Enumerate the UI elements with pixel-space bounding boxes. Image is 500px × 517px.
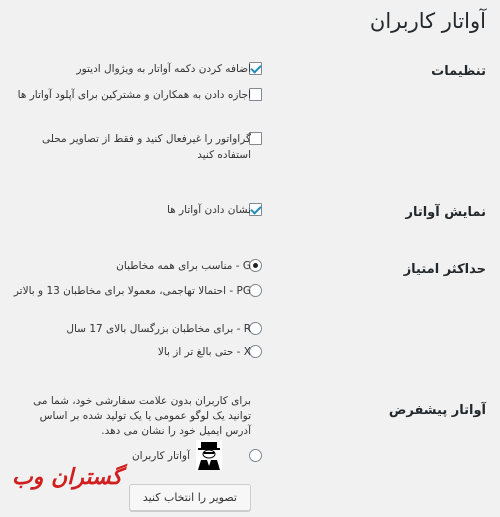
option-label: اجازه دادن به همکاران و مشترکین برای آپلود آواتار ها	[17, 89, 251, 101]
option-label: اضافه کردن دکمه آواتار به ویژوال ادیتور	[76, 63, 251, 75]
radio-default-avatar[interactable]	[249, 449, 262, 462]
option-label: نشان دادن آواتار ها	[166, 204, 251, 216]
option-label: PG - احتمالا تهاجمی، معمولا برای مخاطبان 13 و بالاتر	[13, 285, 251, 297]
page-title: آواتار کاربران	[369, 9, 486, 33]
mystery-person-icon	[196, 440, 222, 470]
option-label: X - حتی بالغ تر از بالا	[157, 346, 251, 358]
default-avatar-label: آواتار پیشفرض	[388, 403, 486, 418]
option-show-avatars	[11, 202, 251, 218]
option-default-avatar	[40, 448, 190, 464]
option-disable-gravatar	[11, 131, 251, 163]
option-visual-editor-button	[11, 61, 251, 77]
option-label: آواتار کاربران	[131, 450, 190, 462]
option-rating-pg	[11, 283, 251, 299]
option-label: R - برای مخاطبان بزرگسال بالای 17 سال	[66, 323, 251, 335]
option-label: G - مناسب برای همه مخاطبان	[116, 260, 251, 272]
watermark-logo: گستران وب	[12, 464, 123, 490]
option-rating-r	[11, 321, 251, 337]
option-rating-g	[11, 258, 251, 274]
settings-label: تنظیمات	[431, 64, 486, 79]
rating-label: حداکثر امتیاز	[403, 262, 486, 277]
choose-image-button[interactable]: تصویر را انتخاب کنید	[129, 484, 251, 511]
default-avatar-description: برای کاربران بدون علامت سفارشی خود، شما می توانید یک لوگو عمومی یا یک تولید شده بر اساس آدرس ایمیل خود را نشان می دهد.	[33, 395, 251, 437]
option-label: گراواتور را غیرفعال کنید و فقط از تصاویر محلی استفاده کنید	[41, 133, 251, 161]
display-label: نمایش آواتار	[405, 205, 486, 220]
option-rating-x	[11, 344, 251, 360]
option-allow-upload	[11, 87, 251, 103]
